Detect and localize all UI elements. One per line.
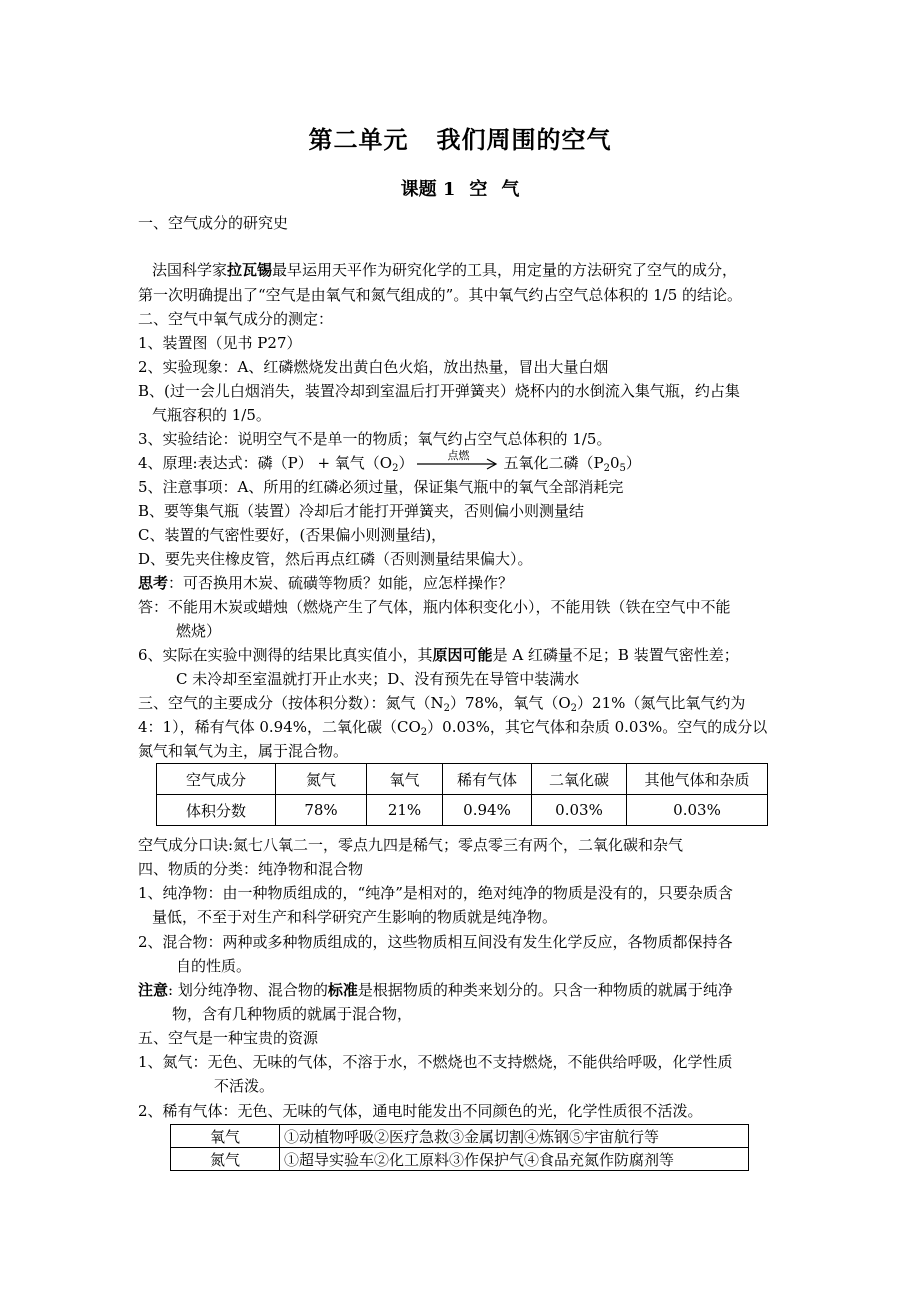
table-cell: 氧气 [367, 764, 443, 795]
arrow-condition-label: 点燃 [447, 449, 470, 462]
table-cell: 其他气体和杂质 [627, 764, 768, 795]
composition-line3: 氮气和氧气为主，属于混合物。 [138, 742, 349, 760]
table-cell: 稀有气体 [443, 764, 532, 795]
composition-line2: 4：1），稀有气体 0.94%，二氧化碳$(CO_2)0.03\%$，其它气体和杂质 0.03%。空气的成分以 [138, 718, 768, 738]
item-notes-d: D、要先夹住橡皮管，然后再点红磷（否则测量结果偏大）。 [138, 550, 533, 568]
table-row [171, 1148, 749, 1171]
reaction-arrow [417, 449, 499, 474]
table-cell: 0.03% [627, 795, 768, 826]
item-error-causes: 6、实际在实验中测得的结果比真实值小，其原因可能是 A 红磷量不足；B 装置气密性差； [138, 646, 739, 664]
item-pure-substance-cont: 量低，不至于对生产和科学研究产生影响的物质就是纯净物。 [152, 908, 558, 926]
item-mixture: 2、混合物：两种或多种物质组成的，这些物质相互间没有发生化学反应，各物质都保持各 [138, 933, 733, 951]
think-answer: 答：不能用木炭或蜡烛（燃烧产生了气体，瓶内体积变化小），不能用铁（铁在空气中不能 [138, 598, 731, 616]
table-cell: 体积分数 [157, 795, 276, 826]
item-notes: 5、注意事项：A、所用的红磷必须过量，保证集气瓶中的氧气全部消耗完 [138, 478, 624, 496]
item-apparatus: 1、装置图（见书 P27） [138, 334, 302, 352]
think-answer-cont: 燃烧） [176, 622, 222, 640]
table-cell: 0.94% [443, 795, 532, 826]
item-phenomenon-b: B、(过一会儿白烟消失，装置冷却到室温后打开弹簧夹）烧杯内的水倒流入集气瓶，约占集 [138, 382, 740, 400]
section-heading-classification: 四、物质的分类：纯净物和混合物 [138, 860, 364, 878]
composition-line1: 三、空气的主要成分（按体积分数）：氮气$(N_2)78\%$，氧气$(O_2)21\%$（氮气比氧气约为 [138, 694, 746, 714]
page-title: 第二单元 我们周围的空气 [308, 125, 612, 154]
table-cell: 氮气 [276, 764, 367, 795]
item-error-causes-cont: C 未冷却至室温就打开止水夹；D、没有预先在导管中装满水 [176, 670, 580, 688]
table-header-row [157, 764, 768, 795]
table-cell: 二氧化碳 [532, 764, 627, 795]
item-mixture-cont: 自的性质。 [176, 957, 252, 975]
lesson-title: 课题 1 空 气 [400, 179, 520, 200]
item-notes-c: C、装置的气密性要好，(否果偏小则测量结)， [138, 526, 447, 544]
note-line1: 注意: 划分纯净物、混合物的标准是根据物质的种类来划分的。只含一种物质的就属于纯净 [138, 981, 733, 999]
history-paragraph-line1: 法国科学家拉瓦锡最早运用天平作为研究化学的工具，用定量的方法研究了空气的成分， [152, 261, 738, 279]
table-cell: 0.03% [532, 795, 627, 826]
composition-table [156, 763, 768, 826]
mnemonic: 空气成分口诀:氮七八氧二一，零点九四是稀气；零点零三有两个，二氧化碳和杂气 [138, 836, 684, 854]
item-noble-gases: 2、稀有气体：无色、无味的气体，通电时能发出不同颜色的光，化学性质很不活泼。 [138, 1102, 703, 1120]
section-heading-resource: 五、空气是一种宝贵的资源 [138, 1029, 319, 1047]
table-cell: ①动植物呼吸②医疗急救③金属切割④炼钢⑤宇宙航行等 [280, 1125, 749, 1148]
item-conclusion: 3、实验结论：说明空气不是单一的物质；氧气约占空气总体积的 1/5。 [138, 430, 612, 448]
item-phenomenon-b-cont: 气瓶容积的 1/5。 [152, 406, 271, 424]
table-row [171, 1125, 749, 1148]
note-line2: 物，含有几种物质的就属于混合物， [172, 1005, 413, 1023]
table-row [157, 795, 768, 826]
table-cell: 空气成分 [157, 764, 276, 795]
item-phenomenon: 2、实验现象：A、红磷燃烧发出黄白色火焰，放出热量，冒出大量白烟 [138, 358, 609, 376]
table-cell: 氧气 [171, 1125, 280, 1148]
item-nitrogen: 1、氮气：无色、无味的气体，不溶于水，不燃烧也不支持燃烧，不能供给呼吸，化学性质 [138, 1053, 733, 1071]
table-cell: ①超导实验车②化工原料③作保护气④食品充氮作防腐剂等 [280, 1148, 749, 1171]
item-notes-b: B、要等集气瓶（装置）冷却后才能打开弹簧夹，否则偏小则测量结 [138, 502, 585, 520]
item-nitrogen-cont: 不活泼。 [214, 1077, 275, 1095]
table-cell: 78% [276, 795, 367, 826]
section-heading-oxygen-test: 二、空气中氧气成分的测定： [138, 310, 334, 328]
history-paragraph-line2: 第一次明确提出了“空气是由氧气和氮气组成的”。其中氧气约占空气总体积的 1/5 的结论。 [138, 286, 743, 304]
item-principle: 4、原理:表达式：磷（P） + 氧气$(O_2)$ 点燃 五氧化二磷$(P_20_5)$ [138, 453, 800, 474]
think-question: 思考：可否换用木炭、硫磺等物质？如能，应怎样操作？ [138, 574, 514, 592]
table-cell: 21% [367, 795, 443, 826]
uses-table [170, 1124, 749, 1171]
item-pure-substance: 1、纯净物：由一种物质组成的，“纯净”是相对的，绝对纯净的物质是没有的，只要杂质含 [138, 884, 733, 902]
section-heading-history: 一、空气成分的研究史 [138, 214, 289, 232]
table-cell: 氮气 [171, 1148, 280, 1171]
